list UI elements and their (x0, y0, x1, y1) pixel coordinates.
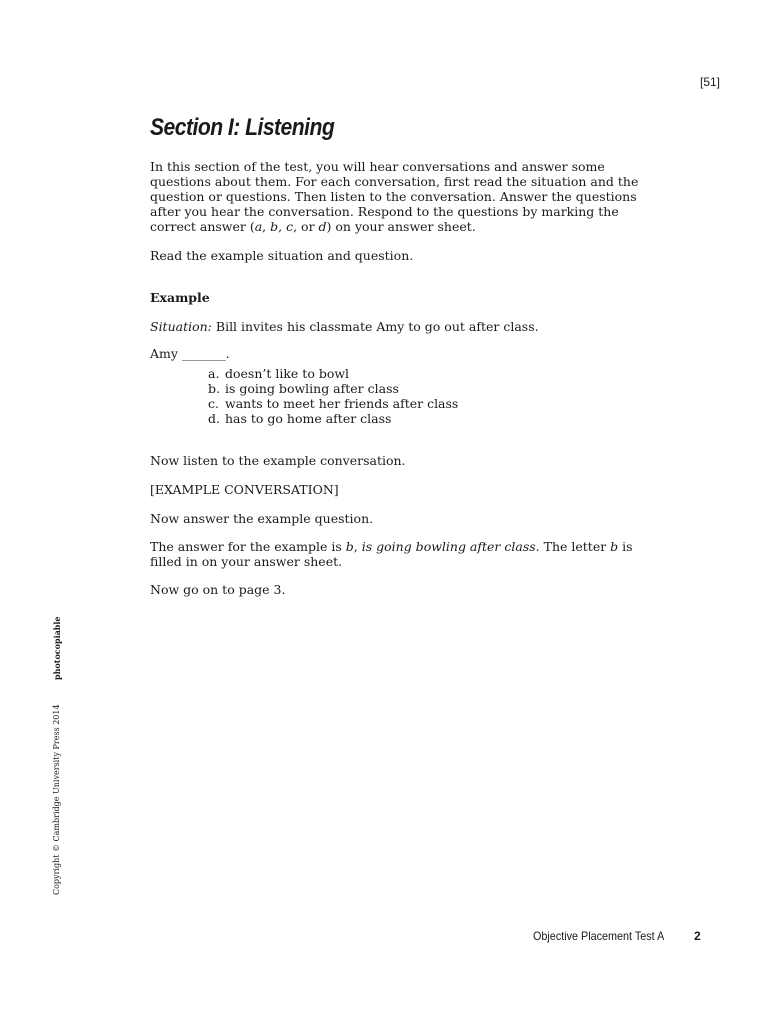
answer-instruction: Now answer the example question. (150, 511, 374, 526)
option-a: a. doesn’t like to bowl (208, 366, 350, 381)
photocopiable-label: photocopiable (52, 616, 62, 680)
footer-title: Objective Placement Test A (533, 929, 665, 943)
answer-options (208, 366, 458, 426)
conversation-marker: [EXAMPLE CONVERSATION] (150, 482, 339, 497)
read-example-instruction: Read the example situation and question. (150, 248, 414, 263)
situation-label: Situation: (150, 319, 212, 334)
section-title: Section I: Listening (150, 114, 335, 141)
option-c: c. wants to meet her friends after class (208, 396, 459, 411)
intro-line: question or questions. Then listen to the conversation. Answer the questions (150, 189, 637, 204)
intro-line: after you hear the conversation. Respond to the questions by marking the (150, 204, 619, 219)
intro-line: questions about them. For each conversation, first read the situation and the (150, 174, 639, 189)
answer-explanation: The answer for the example is b, is going bowling after class. The letter b is filled in on your answer sheet. (150, 539, 633, 569)
option-d: d. has to go home after class (208, 411, 392, 426)
copyright-notice: Copyright © Cambridge University Press 2014 (52, 704, 61, 895)
option-b: b. is going bowling after class (208, 381, 399, 396)
intro-line: correct answer (a, b, c, or d) on your answer sheet. (150, 219, 476, 234)
listen-instruction: Now listen to the example conversation. (150, 453, 406, 468)
footer-page-number: 2 (694, 929, 701, 943)
question-stem: Amy _______. (150, 346, 230, 361)
page-marker: [51] (700, 75, 721, 89)
example-heading: Example (150, 290, 210, 305)
situation-text: Bill invites his classmate Amy to go out after class. (211, 319, 539, 334)
next-page-instruction: Now go on to page 3. (150, 582, 286, 597)
intro-paragraph (150, 159, 638, 234)
intro-line: In this section of the test, you will hear conversations and answer some (150, 159, 605, 174)
example-situation (150, 319, 539, 334)
